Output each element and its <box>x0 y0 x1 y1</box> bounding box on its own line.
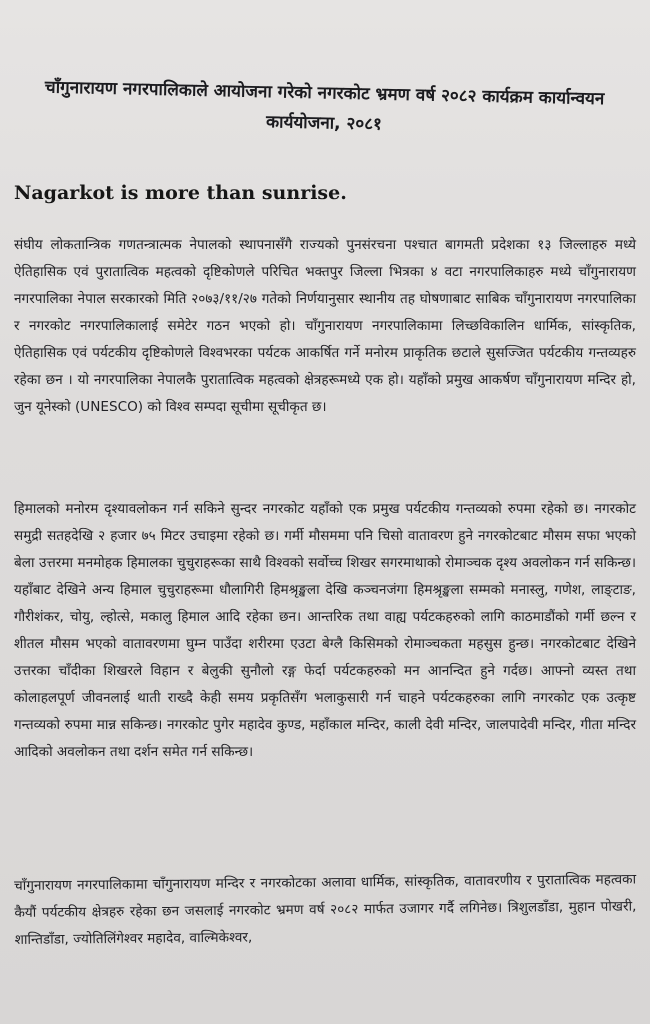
paragraph-nagarkot: हिमालको मनोरम दृश्यावलोकन गर्न सकिने सुन्दर नगरकोट यहाँको एक प्रमुख पर्यटकीय गन्तव्यको रुपमा रहेको छ। नगरकोट समुद्री सतहदेखि २ हजार ७५ मिटर उचाइमा रहेको छ। गर्मी मौसममा पनि चिसो वातावरण हुने नगरकोटबाट मौसम सफा भएको बेला उत्तरमा मनमोहक हिमालका चुचुराहरूका साथै विश्वको सर्वोच्च शिखर सगरमाथाको रोमाञ्चक दृश्य अवलोकन गर्न सकिन्छ। यहाँबाट देखिने अन्य हिमाल चुचुराहरूमा धौलागिरी हिमश्रृङ्खला देखि कञ्चनजंगा हिमश्रृङ्खला सम्मको मनास्लु, गणेश, लाङ्टाङ, गौरीशंकर, चोयु, ल्होत्से, मकालु हिमाल आदि रहेका छन। आन्तरिक तथा वाह्य पर्यटकहरुको लागि काठमाडौंको गर्मी छल्न र शीतल मौसम भएको वातावरणमा घुम्न पाउँदा शरीरमा एउटा बेग्लै किसिमको रोमाञ्चकता महसुस हुन्छ। नगरकोटबाट देखिने उत्तरका चाँदीका शिखरले विहान र बेलुकी सुनौलो रङ्ग फेर्दा पर्यटकहरुको मन आनन्दित हुने गर्दछ। आफ्नो व्यस्त तथा कोलाहलपूर्ण जीवनलाई थाती राख्दै केही समय प्रकृतिसँग भलाकुसारी गर्न चाहने पर्यटकहरुका लागि नगरकोट एक उत्कृष्ट गन्तव्यको रुपमा मान्न सकिन्छ। नगरकोट पुगेर महादेव कुण्ड, महाँकाल मन्दिर, काली देवी मन्दिर, जालपादेवी मन्दिर, गीता मन्दिर आदिको अवलोकन तथा दर्शन समेत गर्न सकिन्छ। <box>14 501 636 760</box>
paragraph-other-sites: चाँगुनारायण नगरपालिकामा चाँगुनारायण मन्दिर र नगरकोटका अलावा धार्मिक, सांस्कृतिक, वातावरणीय र पुरातात्विक महत्वका कैयौं पर्यटकीय क्षेत्रहरु रहेका छन जसलाई नगरकोट भ्रमण वर्ष २०८२ मार्फत उजागर गर्दै लगिनेछ। त्रिशुलडाँडा, मुहान पोखरी, शान्तिडाँडा, ज्योतिलिंगेश्वर महादेव, वाल्मिकेश्वर, <box>14 871 637 948</box>
document-subtitle: Nagarkot is more than sunrise. <box>14 182 347 204</box>
document-title: चाँगुनारायण नगरपालिकाले आयोजना गरेको नगरकोट भ्रमण वर्ष २०८२ कार्यक्रम कार्यान्वयन कार्ययोजना, २०८१ <box>44 77 605 135</box>
paragraph-intro: संघीय लोकतान्त्रिक गणतन्त्रात्मक नेपालको स्थापनासँगै राज्यको पुनसंरचना पश्चात बागमती प्रदेशका १३ जिल्लाहरु मध्ये ऐतिहासिक एवं पुरातात्विक महत्वको दृष्टिकोणले परिचित भक्तपुर जिल्ला भित्रका ४ वटा नगरपालिकाहरु मध्ये चाँगुनारायण नगरपालिका नेपाल सरकारको मिति २०७३/११/२७ गतेको निर्णयानुसार स्थानीय तह घोषणाबाट साबिक चाँगुनारायण नगरपालिका र नगरकोट नगरपालिकालाई समेटेर गठन भएको हो। चाँगुनारायण नगरपालिकामा लिच्छविकालिन धार्मिक, सांस्कृतिक, ऐतिहासिक एवं पर्यटकीय दृष्टिकोणले विश्वभरका पर्यटक आकर्षित गर्ने मनोरम प्राकृतिक छटाले सुसज्जित पर्यटकीय गन्तव्यहरु रहेका छन । यो नगरपालिका नेपालकै पुरातात्विक महत्वको क्षेत्रहरूमध्ये एक हो। यहाँको प्रमुख आकर्षण चाँगुनारायण मन्दिर हो, जुन यूनेस्को (UNESCO) को विश्व सम्पदा सूचीमा सूचीकृत छ। <box>14 237 636 415</box>
